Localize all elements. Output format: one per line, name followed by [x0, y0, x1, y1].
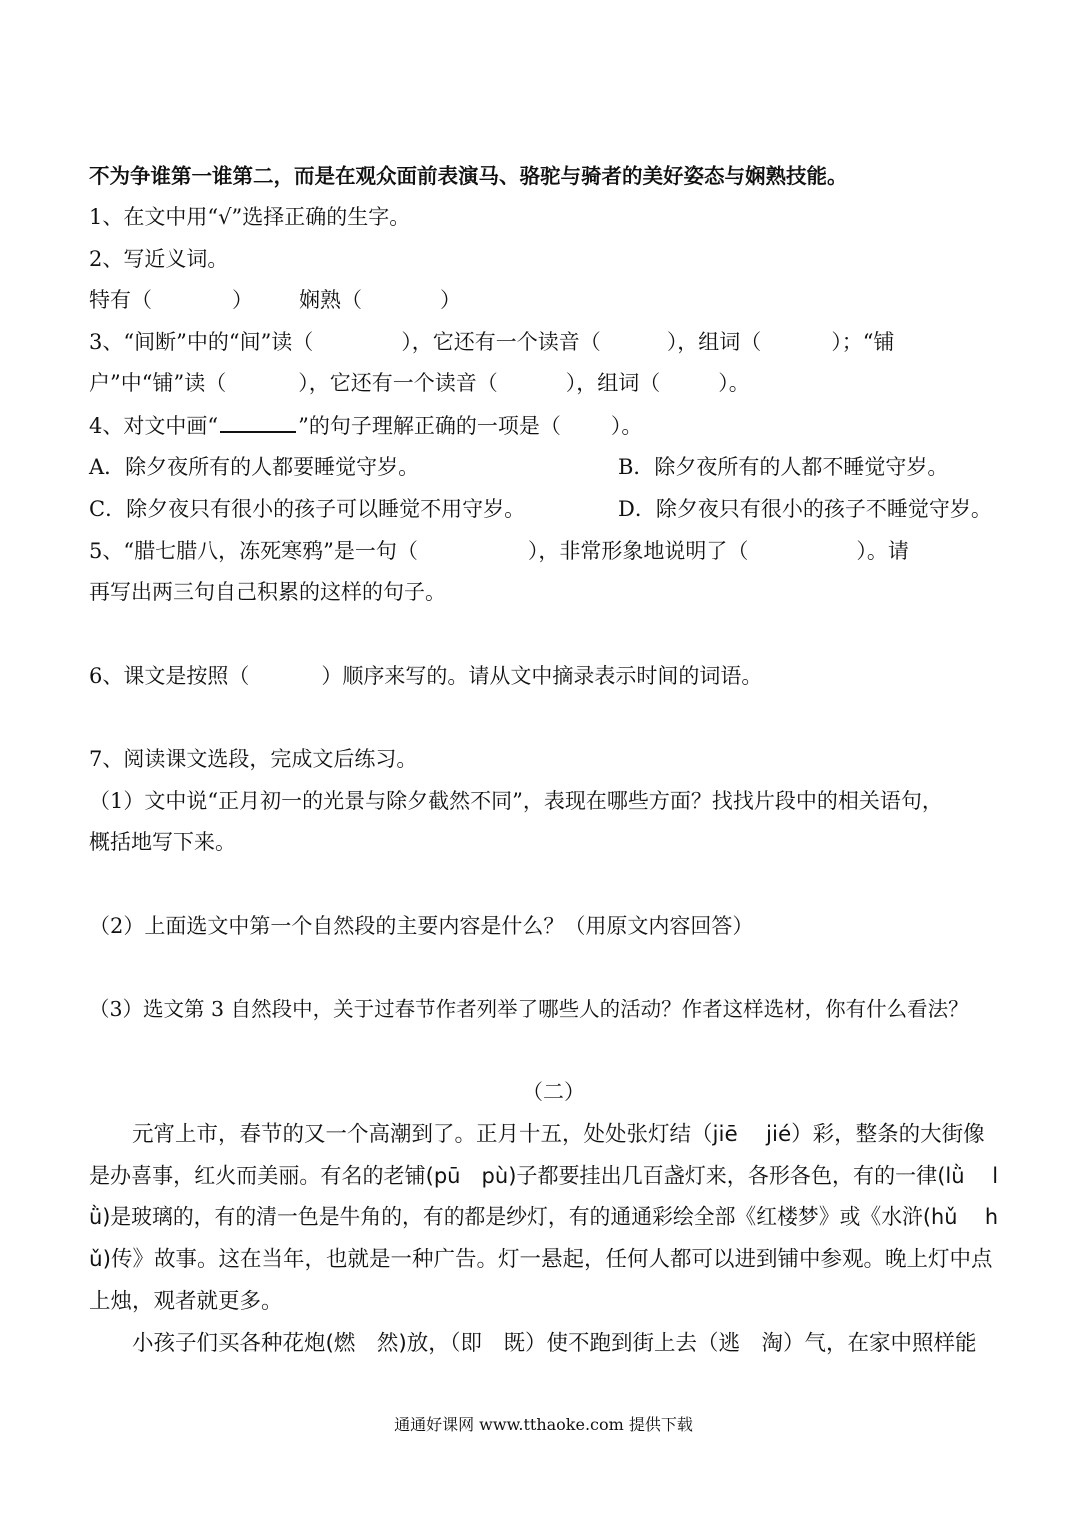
synonym-word-1: 特有（: [89, 288, 152, 312]
question-5-line-1: [89, 541, 909, 562]
question-7-1-line-2: 概括地写下来。: [89, 830, 236, 854]
q3-part-b: ），它还有一个读音（: [401, 330, 601, 354]
question-2: 2、写近义词。: [89, 247, 229, 271]
q6-part-b: ）顺序来写的。请从文中摘录表示时间的词语。: [321, 664, 763, 688]
question-4: [89, 415, 642, 437]
q3-part-e: 户”中“铺”读（: [89, 371, 227, 395]
synonym-word-1-end: ）: [232, 288, 253, 312]
q5-part-b: ），非常形象地说明了（: [527, 539, 749, 563]
page-footer: 通通好课网 www.tthaoke.com 提供下载: [394, 1415, 693, 1434]
passage-p2-line-1: 小孩子们买各种花炮(燃 然)放，（即 既）使不跑到街上去（逃 淘）气，在家中照样能: [132, 1331, 977, 1356]
question-7-3: （3）选文第 3 自然段中，关于过春节作者列举了哪些人的活动？作者这样选材，你有什么看法？: [89, 997, 969, 1021]
question-7-1-line-1: （1）文中说“正月初一的光景与除夕截然不同”，表现在哪些方面？找找片段中的相关语句，: [89, 789, 943, 813]
q3-part-g: ），组词（: [565, 371, 661, 395]
question-7: 7、阅读课文选段，完成文后练习。: [89, 747, 418, 771]
q6-part-a: 6、课文是按照（: [89, 664, 250, 688]
passage-p1-line-3: ǜ)是玻璃的，有的清一色是牛角的，有的都是纱灯，有的通通彩绘全部《红楼梦》或《水浒(hǔ h: [89, 1205, 999, 1230]
section-heading: （二）: [522, 1080, 585, 1104]
passage-p1-line-4: ǔ)传》故事。这在当年，也就是一种广告。灯一悬起，任何人都可以进到铺中参观。晚上灯中点: [89, 1247, 993, 1272]
q5-part-c: ）。请: [856, 539, 909, 563]
q3-part-a: 3、“间断”中的“间”读（: [89, 330, 314, 354]
passage-p1-line-2: 是办喜事，红火而美丽。有名的老铺(pū pù)子都要挂出几百盏灯来，各形各色，有的一律(lǜ l: [89, 1164, 999, 1189]
q3-part-h: ）。: [718, 371, 750, 395]
question-7-2: （2）上面选文中第一个自然段的主要内容是什么？（用原文内容回答）: [89, 914, 754, 938]
synonym-word-2: 娴熟（: [299, 288, 362, 312]
option-c: C．除夕夜只有很小的孩子可以睡觉不用守岁。: [89, 497, 526, 521]
question-3-line-2: [89, 373, 750, 394]
question-5-line-2: 再写出两三句自己积累的这样的句子。: [89, 580, 446, 604]
option-d: D．除夕夜只有很小的孩子不睡觉守岁。: [618, 497, 992, 521]
question-3-line-1: [89, 332, 895, 353]
question-2-answers: [89, 290, 461, 311]
q4-part-a: 4、对文中画“: [89, 414, 219, 438]
underline-mark: [220, 415, 296, 433]
synonym-word-2-end: ）: [440, 288, 461, 312]
q4-part-c: ）。: [610, 414, 643, 438]
passage-p1-line-5: 上烛，观者就更多。: [89, 1289, 283, 1314]
q4-part-b: ”的句子理解正确的一项是（: [298, 414, 561, 438]
q3-part-d: ）；“铺: [831, 330, 895, 354]
q3-part-f: ），它还有一个读音（: [298, 371, 498, 395]
passage-p1-line-1: 元宵上市，春节的又一个高潮到了。正月十五，处处张灯结（jiē jié）彩，整条的大街像: [132, 1122, 985, 1147]
option-a: A．除夕夜所有的人都要睡觉守岁。: [89, 455, 420, 479]
q5-part-a: 5、“腊七腊八，冻死寒鸦”是一句（: [89, 539, 418, 563]
option-b: B．除夕夜所有的人都不睡觉守岁。: [618, 455, 949, 479]
question-1: 1、在文中用“√”选择正确的生字。: [89, 205, 411, 229]
intro-line: 不为争谁第一谁第二，而是在观众面前表演马、骆驼与骑者的美好姿态与娴熟技能。: [89, 164, 848, 188]
question-6: [89, 666, 762, 687]
q3-part-c: ），组词（: [666, 330, 762, 354]
